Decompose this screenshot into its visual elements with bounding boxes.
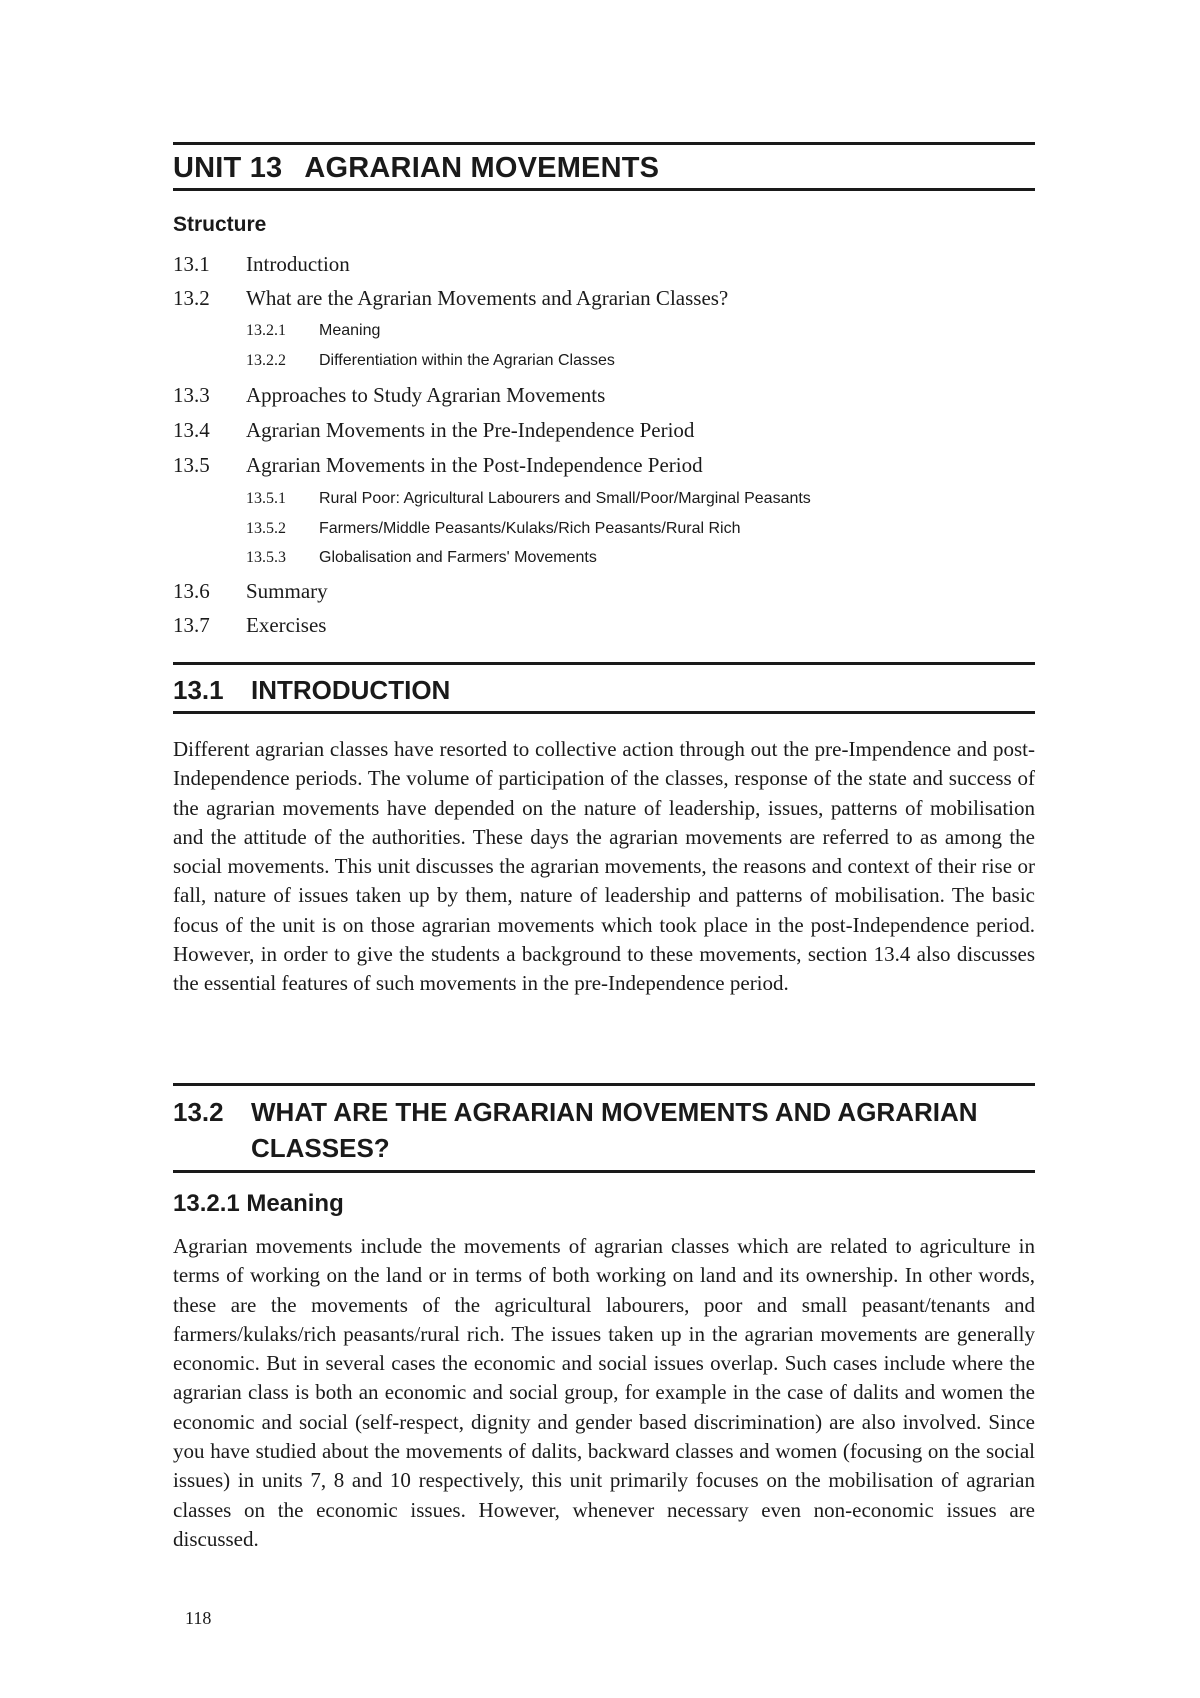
toc-item-number: 13.4 [173,418,210,442]
introduction-paragraph: Different agrarian classes have resorted to collective action through out the pre-Impendence and post-Independence periods. The volume of participation of the classes, response of the state and success of the agrarian movements have depended on the nature of leadership, issues, patterns of mobilisation and the attitude of the authorities. These days the agrarian movements are referred to as among the social movements. This unit discusses the agrarian movements, the reasons and context of their rise or fall, nature of issues taken up by them, nature of leadership and patterns of mobilisation. The basic focus of the unit is on those agrarian movements which took place in the post-Independence period. However, in order to give the students a background to these movements, section 13.4 also discusses the essential features of such movements in the pre-Independence period. [173,737,1035,996]
toc-item-label: Approaches to Study Agrarian Movements [246,383,606,407]
toc-item-number: 13.7 [173,613,210,637]
section-bottom-rule [173,711,1035,714]
toc-item-number: 13.2 [173,286,210,310]
section-title [173,1097,978,1128]
toc-item-number: 13.5 [173,453,210,477]
unit-number-label: UNIT 13 [173,152,283,184]
toc-item-label: What are the Agrarian Movements and Agrarian Classes? [246,286,729,310]
subsection-title: 13.2.1 Meaning [173,1190,344,1217]
toc-subitem-number: 13.5.3 [246,549,286,566]
toc-item-label: Exercises [246,613,327,637]
toc-item-label: Agrarian Movements in the Pre-Independence Period [246,418,695,442]
section-title-text: INTRODUCTION [251,675,451,705]
section-bottom-rule [173,1170,1035,1173]
toc-item-label: Introduction [246,252,350,276]
toc-subitem-label: Rural Poor: Agricultural Labourers and Small/Poor/Marginal Peasants [319,490,811,507]
section-title-line1: WHAT ARE THE AGRARIAN MOVEMENTS AND AGRARIAN [251,1097,978,1127]
toc-subitem-label: Farmers/Middle Peasants/Kulaks/Rich Peasants/Rural Rich [319,520,741,537]
section-top-rule [173,1083,1035,1086]
toc-item-label: Agrarian Movements in the Post-Independence Period [246,453,703,477]
section-title-continued [251,1133,390,1164]
unit-title [173,152,659,185]
unit-title-block [173,142,1035,192]
toc-subitem-label: Differentiation within the Agrarian Classes [319,352,615,369]
section-number: 13.2 [173,1097,224,1127]
section-number: 13.1 [173,675,224,705]
toc-subitem-number: 13.2.2 [246,352,286,369]
toc-item-number: 13.1 [173,252,210,276]
toc-subitem-number: 13.5.1 [246,490,286,507]
section-title [173,675,450,706]
meaning-paragraph: Agrarian movements include the movements of agrarian classes which are related to agriculture in terms of working on the land or in terms of both working on land and its ownership. In other words, these are the movements of the agricultural labourers, poor and small peasant/tenants and farmers/kulaks/rich peasants/rural rich. The issues taken up in the agrarian movements are generally economic. But in several cases the economic and social issues overlap. Such cases include where the agrarian class is both an economic and social group, for example in the case of dalits and women the economic and social (self-respect, dignity and gender based discrimination) are also involved. Since you have studied about the movements of dalits, backward classes and women (focusing on the social issues) in units 7, 8 and 10 respectively, this unit primarily focuses on the mobilisation of agrarian classes on the economic issues. However, whenever necessary even non-economic issues are discussed. [173,1234,1035,1551]
toc-item-label: Summary [246,579,328,603]
section-title-line2: CLASSES? [251,1133,390,1163]
section-top-rule [173,662,1035,665]
page-number: 118 [185,1608,212,1628]
toc-subitem-label: Globalisation and Farmers' Movements [319,549,597,566]
structure-heading: Structure [173,213,267,236]
title-bottom-rule [173,188,1035,191]
toc-subitem-label: Meaning [319,322,381,339]
unit-title-text: AGRARIAN MOVEMENTS [304,152,660,184]
toc-item-number: 13.6 [173,579,210,603]
toc-item-number: 13.3 [173,383,210,407]
toc-subitem-number: 13.2.1 [246,322,286,339]
toc-subitem-number: 13.5.2 [246,520,286,537]
title-top-rule [173,142,1035,145]
